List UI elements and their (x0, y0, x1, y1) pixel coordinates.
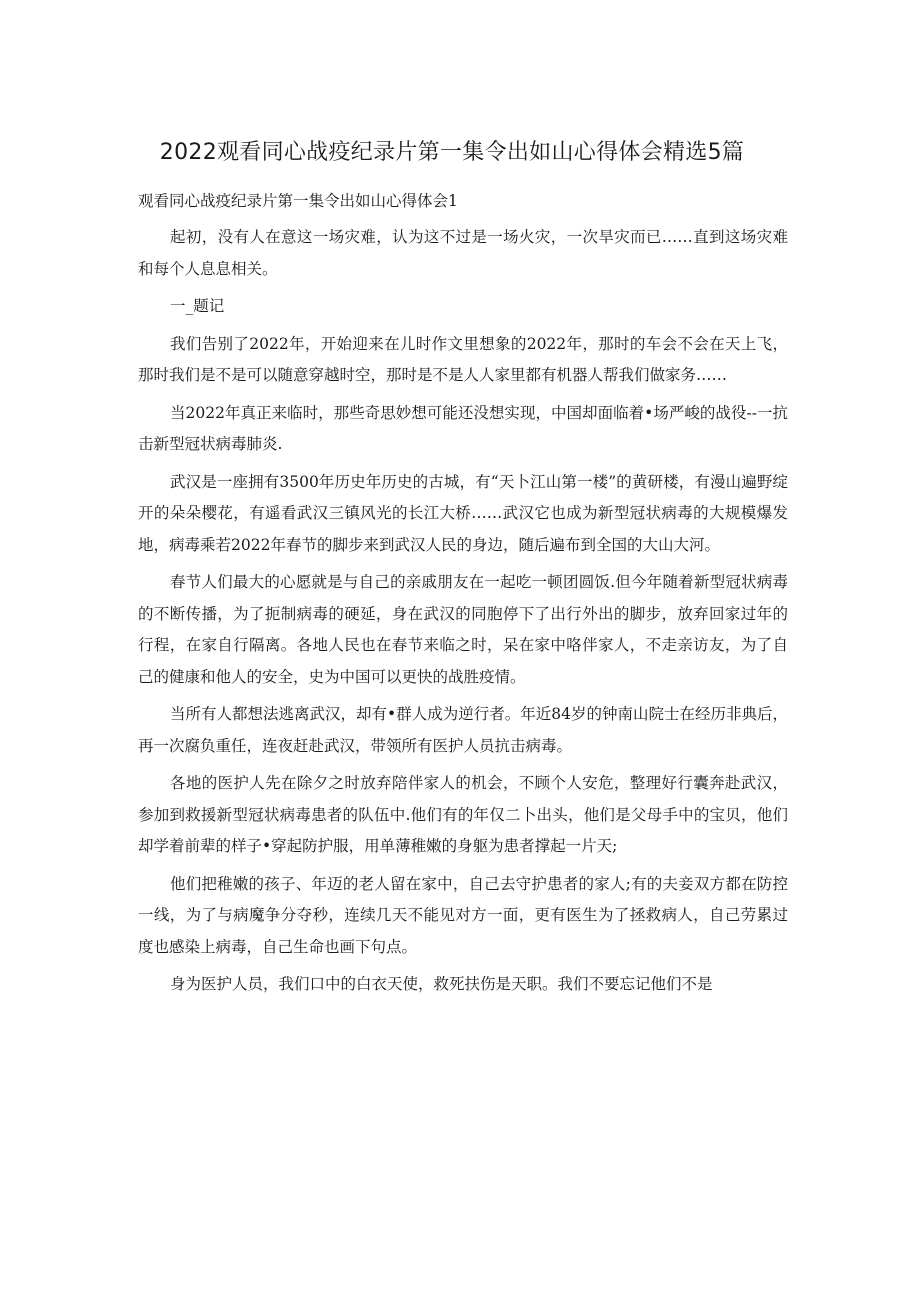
paragraph: 起初，没有人在意这一场灾难，认为这不过是一场火灾，一次旱灾而已……直到这场灾难和每个人息息相关。 (138, 228, 788, 278)
paragraph: 他们把稚嫩的孩子、年迈的老人留在家中，自己去守护患者的家人;有的夫妾双方都在防控一线，为了与病魔争分夺秒，连续几天不能见对方一面，更有医生为了拯救病人，自己劳累过度也感染上病毒，自己生命也画下句点。 (138, 874, 788, 956)
document-page (138, 0, 788, 1007)
paragraph: 当所有人都想法逃离武汉，却有•群人成为逆行者。年近84岁的钟南山院士在经历非典后，再一次腐负重任，连夜赶赴武汉，带领所有医护人员抗击病毒。 (138, 705, 788, 755)
document-title: 2022观看同心战疫纪录片第一集令出如山心得体会精选5篇 (159, 140, 745, 165)
section-heading: 一_题记 (170, 297, 225, 315)
paragraph: 当2022年真正来临时，那些奇思妙想可能还没想实现，中国却面临着•场严峻的战役--一抗击新型冠状病毒肺炎. (138, 403, 788, 453)
paragraph: 我们告别了2022年，开始迎来在儿时作文里想象的2022年，那时的车会不会在天上飞，那时我们是不是可以随意穿越时空，那时是不是人人家里都有机器人帮我们做家务…… (138, 334, 788, 384)
paragraph: 身为医护人员，我们口中的白衣天使，救死扶伤是天职。我们不要忘记他们不是 (170, 975, 713, 993)
paragraph: 武汉是一座拥有3500年历史年历史的古城，有“天卜江山第一楼”的黄研楼，有漫山遍野绽开的朵朵樱花，有遥看武汉三镇风光的长江大桥……武汉它也成为新型冠状病毒的大规模爆发地，病毒乘若2022年春节的脚步来到武汉人民的身边，随后遍布到全国的大山大河。 (138, 472, 788, 554)
document-subtitle: 观看同心战疫纪录片第一集令出如山心得体会1 (138, 192, 458, 210)
paragraph: 春节人们最大的心愿就是与自己的亲戚朋友在一起吃一顿团圆饭.但今年随着新型冠状病毒的不断传播，为了扼制病毒的硬延，身在武汉的同胞停下了出行外出的脚步，放弃回家过年的行程，在家自行隔离。各地人民也在春节来临之时，呆在家中咯伴家人，不走亲访友，为了自己的健康和他人的安全，史为中国可以更快的战胜疫情。 (138, 573, 788, 686)
paragraph: 各地的医护人先在除夕之时放弃陪伴家人的机会，不顾个人安危，整理好行囊奔赴武汉，参加到救援新型冠状病毒患者的队伍中.他们有的年仅二卜出头，他们是父母手中的宝贝，他们却学着前辈的样子•穿起防护服，用单薄稚嫩的身躯为患者撑起一片天; (138, 774, 788, 855)
